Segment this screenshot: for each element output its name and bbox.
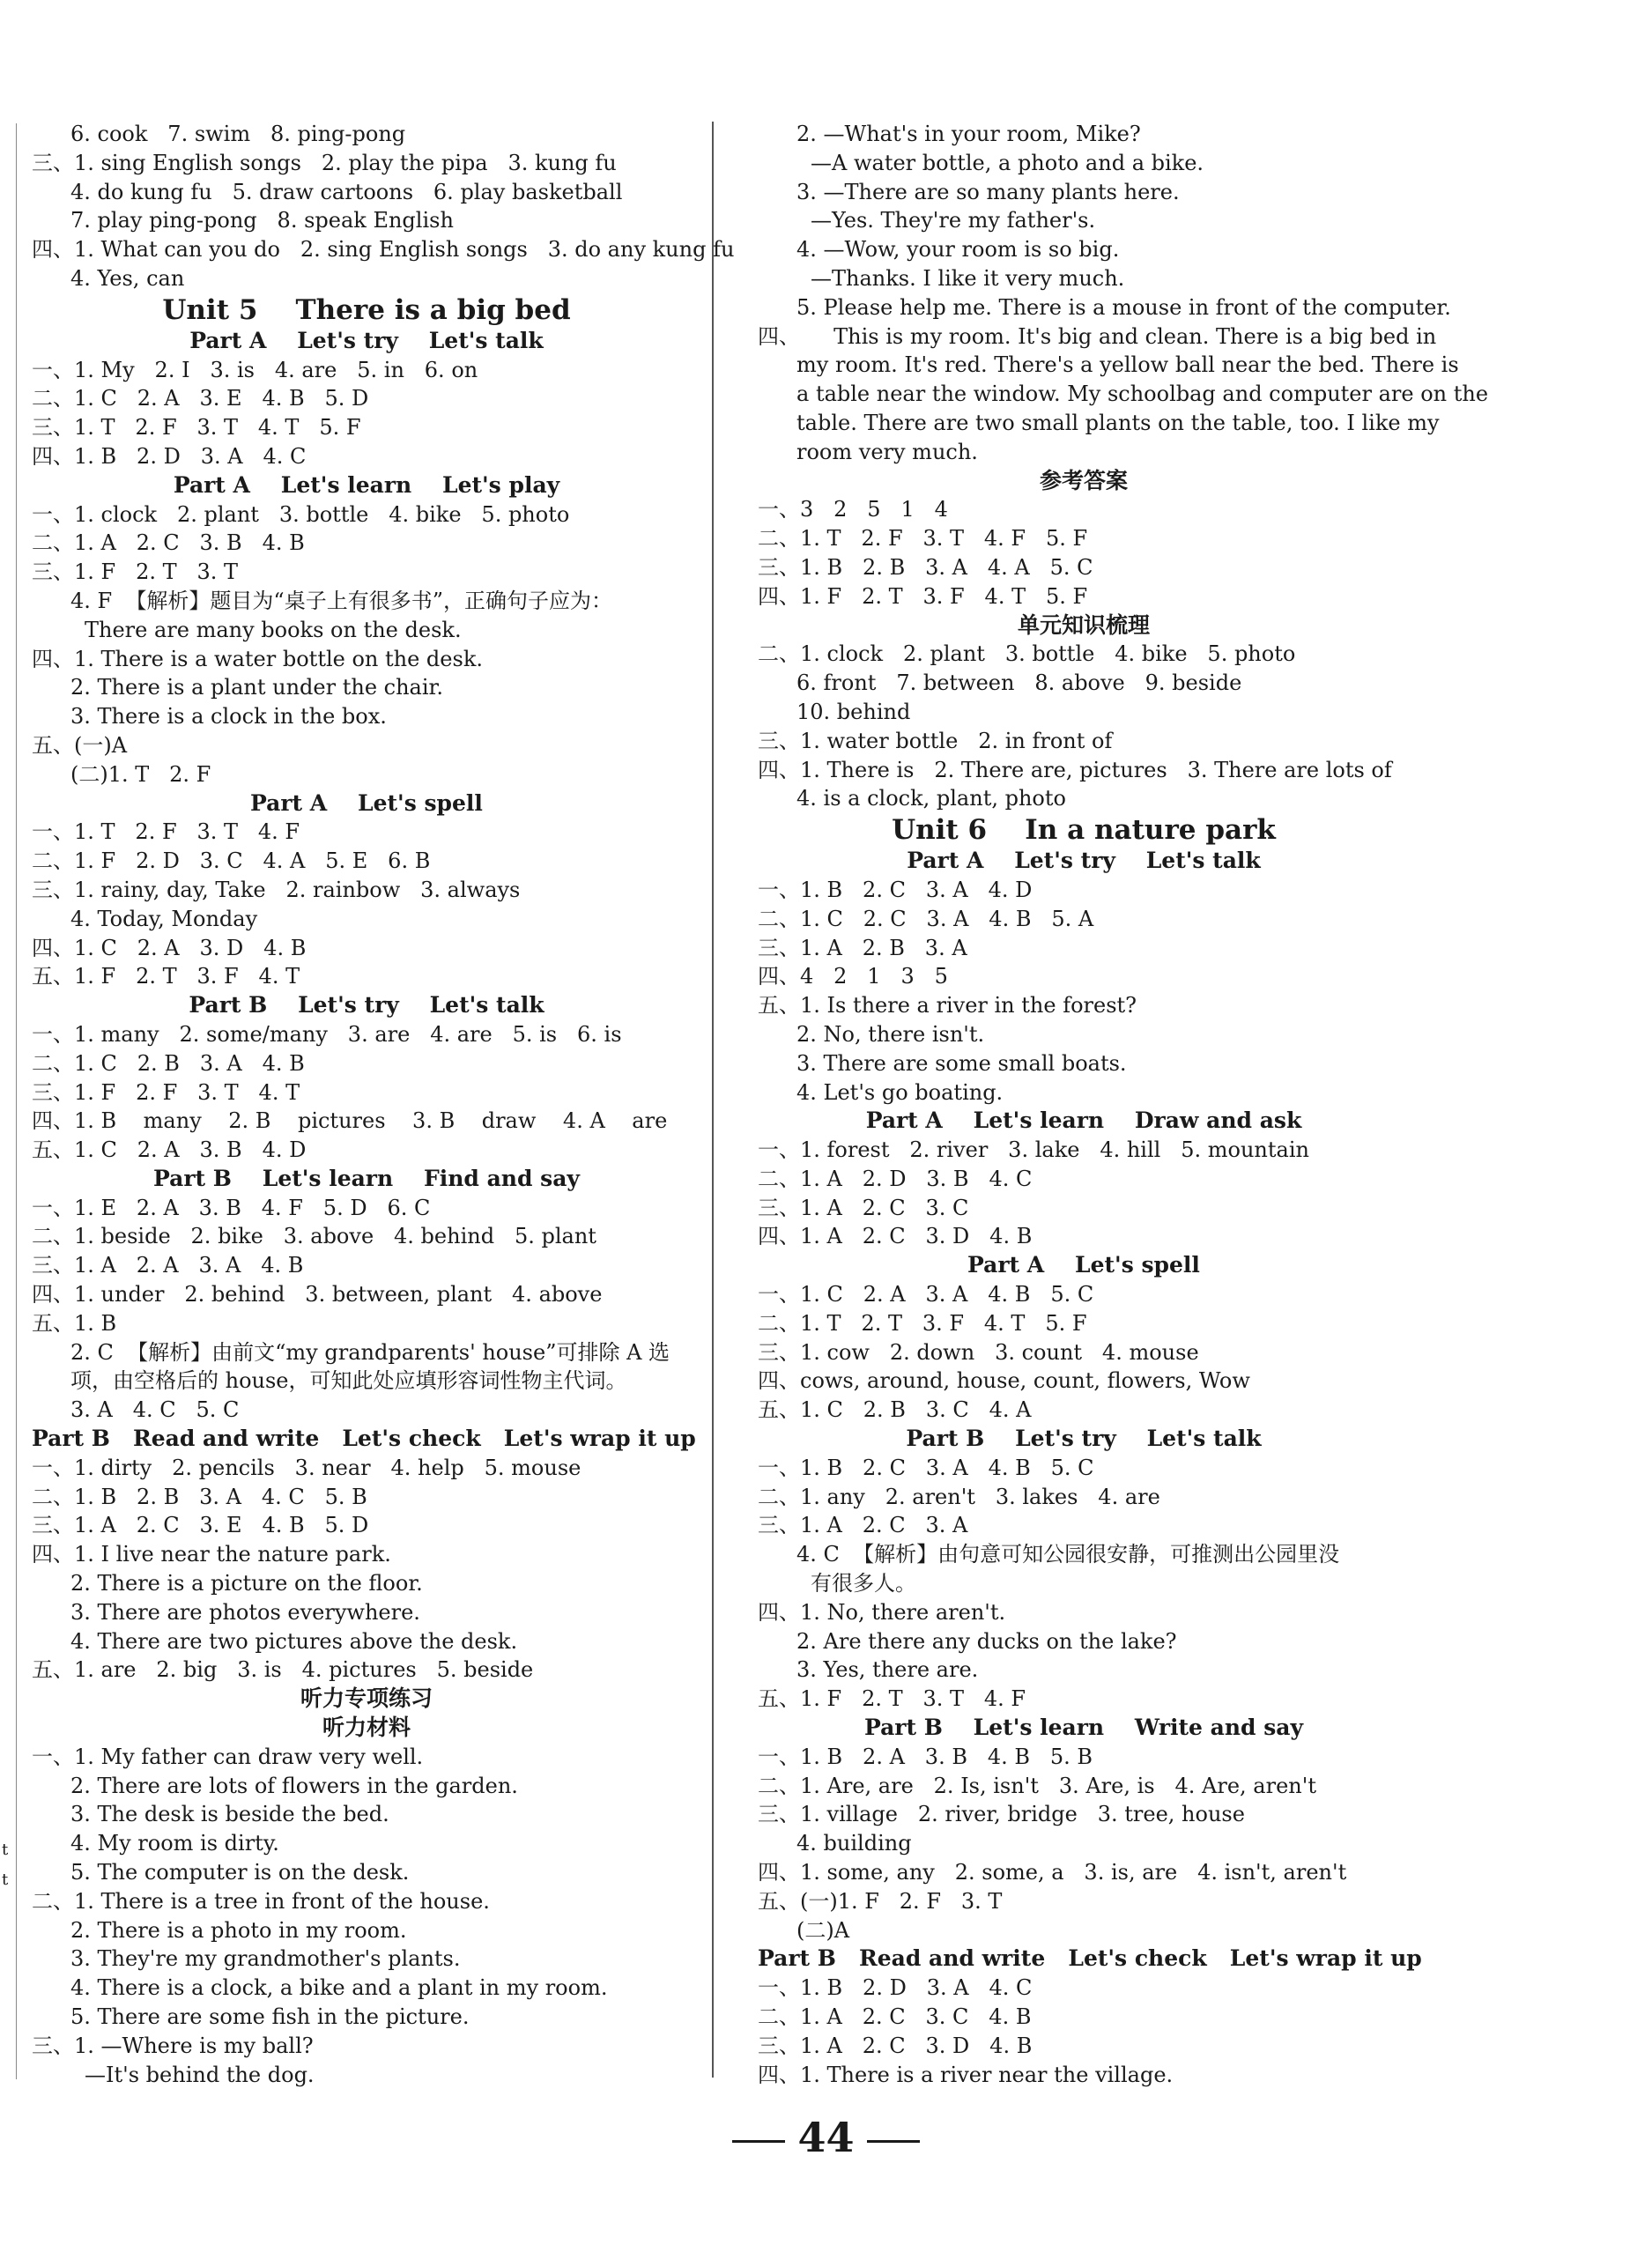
answer-line: 三、1. F 2. F 3. T 4. T: [32, 1079, 300, 1105]
answer-line: 6. cook 7. swim 8. ping-pong: [70, 122, 406, 146]
answer-line: 二、1. Are, are 2. Is, isn't 3. Are, is 4. Are, aren't: [758, 1773, 1316, 1798]
answer-line: 四、1. B many 2. B pictures 3. B draw 4. A are: [32, 1108, 668, 1134]
answer-line: 四、4 2 1 3 5: [758, 964, 948, 989]
answer-line: 四、1. What can you do 2. sing English songs 3. do any kung fu: [32, 237, 735, 263]
answer-line: 3. —There are so many plants here.: [796, 179, 1180, 204]
answer-line: 3. There are photos everywhere.: [70, 1599, 420, 1625]
answer-line: 2. —What's in your room, Mike?: [796, 122, 1141, 146]
unit-title: Unit 6 In a nature park: [892, 814, 1276, 847]
answer-line: 一、1. forest 2. river 3. lake 4. hill 5. mountain: [758, 1137, 1309, 1163]
answer-line: 2. Are there any ducks on the lake?: [796, 1628, 1177, 1654]
answer-line: 2. C 【解析】由前文“my grandparents' house”可排除 A 选: [70, 1339, 670, 1365]
answer-line: 四、1. There is a river near the village.: [758, 2062, 1174, 2087]
section-heading: Part A Let's try Let's talk: [189, 327, 544, 353]
section-heading: Part B Let's try Let's talk: [906, 1426, 1262, 1452]
answer-line: 4. Yes, can: [70, 265, 185, 291]
answer-line: 五、1. C 2. B 3. C 4. A: [758, 1397, 1032, 1423]
answer-line: 五、1. B: [32, 1310, 117, 1336]
answer-line: 五、1. F 2. T 3. F 4. T: [32, 964, 300, 989]
answer-line: (二)A: [796, 1917, 850, 1943]
answer-line: 一、3 2 5 1 4: [758, 497, 948, 522]
answer-line: 5. There are some fish in the picture.: [70, 2004, 470, 2029]
answer-line: 二、1. any 2. aren't 3. lakes 4. are: [758, 1484, 1160, 1509]
answer-line: 一、1. B 2. C 3. A 4. D: [758, 877, 1033, 902]
answer-line: 二、1. There is a tree in front of the house.: [32, 1888, 490, 1914]
answer-line: 三、1. cow 2. down 3. count 4. mouse: [758, 1339, 1199, 1365]
section-heading: 听力专项练习: [300, 1685, 433, 1712]
answer-line: 四、1. There is 2. There are, pictures 3. There are lots of: [758, 757, 1392, 782]
margin-mark: t: [2, 1841, 9, 1859]
answer-line: 二、1. clock 2. plant 3. bottle 4. bike 5. photo: [758, 641, 1296, 667]
section-heading: Part B Let's try Let's talk: [189, 992, 544, 1019]
answer-line: 二、1. C 2. A 3. E 4. B 5. D: [32, 386, 369, 411]
section-heading: 听力材料: [322, 1715, 411, 1741]
answer-line: 三、1. water bottle 2. in front of: [758, 728, 1113, 753]
answer-line: table. There are two small plants on the table, too. I like my: [796, 410, 1440, 435]
section-heading: 参考答案: [1039, 467, 1128, 493]
answer-line: 2. There is a plant under the chair.: [70, 675, 443, 700]
answer-line: 二、1. T 2. F 3. T 4. F 5. F: [758, 526, 1088, 552]
right-column: [758, 120, 1489, 2089]
answer-line: 四、1. F 2. T 3. F 4. T 5. F: [758, 583, 1088, 609]
answer-line: 三、1. T 2. F 3. T 4. T 5. F: [32, 415, 361, 441]
answer-line: 4. F 【解析】题目为“桌子上有很多书”，正确句子应为：: [70, 588, 612, 613]
unit-title: Unit 5 There is a big bed: [162, 293, 571, 326]
section-heading: Part B Let's learn Find and say: [153, 1165, 580, 1191]
answer-line: 项，由空格后的 house，可知此处应填形容词性物主代词。: [70, 1368, 627, 1394]
answer-line: 五、(一)A: [32, 732, 128, 758]
answer-line: 一、1. E 2. A 3. B 4. F 5. D 6. C: [32, 1195, 431, 1220]
answer-line: 一、1. B 2. D 3. A 4. C: [758, 1975, 1033, 2001]
answer-line: 三、1. A 2. C 3. D 4. B: [758, 2033, 1033, 2058]
answer-line: —Yes. They're my father's.: [811, 208, 1096, 233]
answer-line: 二、1. A 2. C 3. B 4. B: [32, 530, 305, 556]
answer-line: 三、1. village 2. river, bridge 3. tree, house: [758, 1802, 1245, 1827]
answer-line: 五、1. Is there a river in the forest?: [758, 993, 1137, 1019]
page-number-row: [0, 2113, 1652, 2162]
section-heading: Part A Let's try Let's talk: [907, 848, 1261, 874]
answer-line: 一、1. B 2. A 3. B 4. B 5. B: [758, 1744, 1093, 1769]
answer-line: my room. It's red. There's a yellow ball near the bed. There is: [796, 352, 1459, 378]
answer-line: 3. They're my grandmother's plants.: [70, 1946, 461, 1972]
section-heading: Part A Let's spell: [967, 1252, 1200, 1278]
answer-line: 一、1. many 2. some/many 3. are 4. are 5. is 6. is: [32, 1021, 622, 1047]
answer-line: 四、1. some, any 2. some, a 3. is, are 4. isn't, aren't: [758, 1860, 1347, 1885]
answer-line: 五、1. C 2. A 3. B 4. D: [32, 1137, 307, 1163]
answer-line: 四、 This is my room. It's big and clean. There is a big bed in: [758, 323, 1437, 349]
answer-line: 2. No, there isn't.: [796, 1021, 985, 1047]
answer-line: 4. My room is dirty.: [70, 1831, 279, 1856]
answer-line: 5. Please help me. There is a mouse in front of the computer.: [796, 294, 1451, 320]
page-number: 44: [797, 2114, 855, 2161]
page-number-dash-right: [867, 2140, 920, 2143]
answer-line: 一、1. C 2. A 3. A 4. B 5. C: [758, 1282, 1094, 1307]
answer-line: 二、1. beside 2. bike 3. above 4. behind 5. plant: [32, 1224, 596, 1249]
answer-line: 三、1. A 2. A 3. A 4. B: [32, 1253, 304, 1278]
answer-line: room very much.: [796, 439, 978, 464]
answer-line: 三、1. rainy, day, Take 2. rainbow 3. always: [32, 877, 521, 902]
answer-line: 4. is a clock, plant, photo: [796, 786, 1066, 811]
answer-line: 二、1. B 2. B 3. A 4. C 5. B: [32, 1484, 367, 1509]
answer-line: 3. A 4. C 5. C: [70, 1397, 240, 1423]
answer-line: 四、1. C 2. A 3. D 4. B: [32, 935, 307, 960]
answer-line: 7. play ping-pong 8. speak English: [70, 208, 454, 233]
answer-line: 4. building: [796, 1831, 912, 1856]
answer-line: 一、1. My 2. I 3. is 4. are 5. in 6. on: [32, 357, 478, 382]
answer-line: 2. There are lots of flowers in the garden.: [70, 1773, 518, 1798]
answer-line: 3. The desk is beside the bed.: [70, 1802, 389, 1827]
answer-line: 三、1. —Where is my ball?: [32, 2033, 314, 2058]
answer-line: a table near the window. My schoolbag and computer are on the: [796, 382, 1489, 407]
answer-line: 二、1. C 2. B 3. A 4. B: [32, 1050, 305, 1076]
section-heading: 单元知识梳理: [1017, 611, 1150, 638]
answer-line: 5. The computer is on the desk.: [70, 1860, 410, 1885]
answer-line: 三、1. A 2. C 3. C: [758, 1195, 969, 1220]
answer-line: 4. Let's go boating.: [796, 1079, 1004, 1105]
answer-line: 三、1. A 2. C 3. A: [758, 1513, 968, 1538]
answer-line: 6. front 7. between 8. above 9. beside: [796, 670, 1242, 696]
answer-line: 4. There are two pictures above the desk.: [70, 1628, 518, 1654]
answer-line: 四、1. I live near the nature park.: [32, 1542, 391, 1567]
answer-line: 四、1. B 2. D 3. A 4. C: [32, 443, 307, 469]
answer-line: 3. There is a clock in the box.: [70, 704, 387, 730]
section-heading: Part B Read and write Let's check Let's wrap it up: [758, 1945, 1422, 1972]
answer-line: There are many books on the desk.: [85, 617, 462, 642]
answer-line: 一、1. dirty 2. pencils 3. near 4. help 5. mouse: [32, 1455, 582, 1480]
section-heading: Part B Read and write Let's check Let's wrap it up: [32, 1426, 696, 1452]
answer-line: 2. There is a photo in my room.: [70, 1917, 407, 1943]
section-heading: Part A Let's learn Draw and ask: [865, 1107, 1302, 1134]
answer-line: 五、1. are 2. big 3. is 4. pictures 5. beside: [32, 1657, 534, 1683]
answer-line: 四、cows, around, house, count, flowers, Wow: [758, 1368, 1250, 1394]
answer-line: —A water bottle, a photo and a bike.: [811, 150, 1204, 175]
answer-line: 五、(一)1. F 2. F 3. T: [758, 1888, 1003, 1914]
answer-line: 三、1. A 2. C 3. E 4. B 5. D: [32, 1513, 369, 1538]
left-margin-line: [16, 123, 17, 2079]
section-heading: Part A Let's spell: [250, 789, 483, 816]
answer-line: 三、1. B 2. B 3. A 4. A 5. C: [758, 554, 1093, 580]
answer-line: 二、1. A 2. D 3. B 4. C: [758, 1166, 1033, 1191]
answer-line: 四、1. under 2. behind 3. between, plant 4. above: [32, 1282, 603, 1307]
answer-line: 四、1. No, there aren't.: [758, 1599, 1006, 1625]
answer-line: 4. There is a clock, a bike and a plant in my room.: [70, 1975, 608, 2001]
answer-line: 二、1. F 2. D 3. C 4. A 5. E 6. B: [32, 848, 431, 874]
page-number-dash-left: [732, 2140, 785, 2143]
answer-line: 3. There are some small boats.: [796, 1050, 1127, 1076]
answer-line: 一、1. clock 2. plant 3. bottle 4. bike 5. photo: [32, 501, 570, 527]
answer-line: 4. —Wow, your room is so big.: [796, 237, 1120, 263]
answer-line: —It's behind the dog.: [85, 2062, 315, 2087]
section-heading: Part A Let's learn Let's play: [173, 471, 560, 498]
section-heading: Part B Let's learn Write and say: [863, 1715, 1304, 1741]
answer-line: 一、1. B 2. C 3. A 4. B 5. C: [758, 1455, 1094, 1480]
column-divider: [712, 122, 714, 2078]
answer-line: 四、1. A 2. C 3. D 4. B: [758, 1224, 1033, 1249]
answer-line: 4. Today, Monday: [70, 906, 258, 931]
answer-line: 二、1. T 2. T 3. F 4. T 5. F: [758, 1310, 1087, 1336]
answer-line: 有很多人。: [811, 1571, 916, 1596]
answer-line: (二)1. T 2. F: [70, 761, 211, 787]
answer-line: 4. do kung fu 5. draw cartoons 6. play basketball: [70, 179, 623, 204]
answer-line: 2. There is a picture on the floor.: [70, 1571, 423, 1596]
answer-line: 一、1. My father can draw very well.: [32, 1744, 424, 1769]
answer-line: 4. C 【解析】由句意可知公园很安静，可推测出公园里没: [796, 1542, 1340, 1567]
answer-line: 二、1. C 2. C 3. A 4. B 5. A: [758, 906, 1094, 931]
answer-line: 三、1. A 2. B 3. A: [758, 935, 967, 960]
answer-line: 一、1. T 2. F 3. T 4. F: [32, 819, 300, 845]
margin-mark: t: [2, 1870, 9, 1889]
answer-line: 3. Yes, there are.: [796, 1657, 979, 1683]
answer-line: 10. behind: [796, 699, 911, 724]
answer-line: —Thanks. I like it very much.: [811, 265, 1125, 291]
answer-line: 二、1. A 2. C 3. C 4. B: [758, 2004, 1032, 2029]
answer-line: 三、1. F 2. T 3. T: [32, 559, 239, 585]
answer-line: 三、1. sing English songs 2. play the pipa 3. kung fu: [32, 150, 617, 175]
answer-line: 五、1. F 2. T 3. T 4. F: [758, 1686, 1026, 1712]
answer-line: 四、1. There is a water bottle on the desk.: [32, 646, 483, 671]
left-column: [32, 120, 735, 2089]
